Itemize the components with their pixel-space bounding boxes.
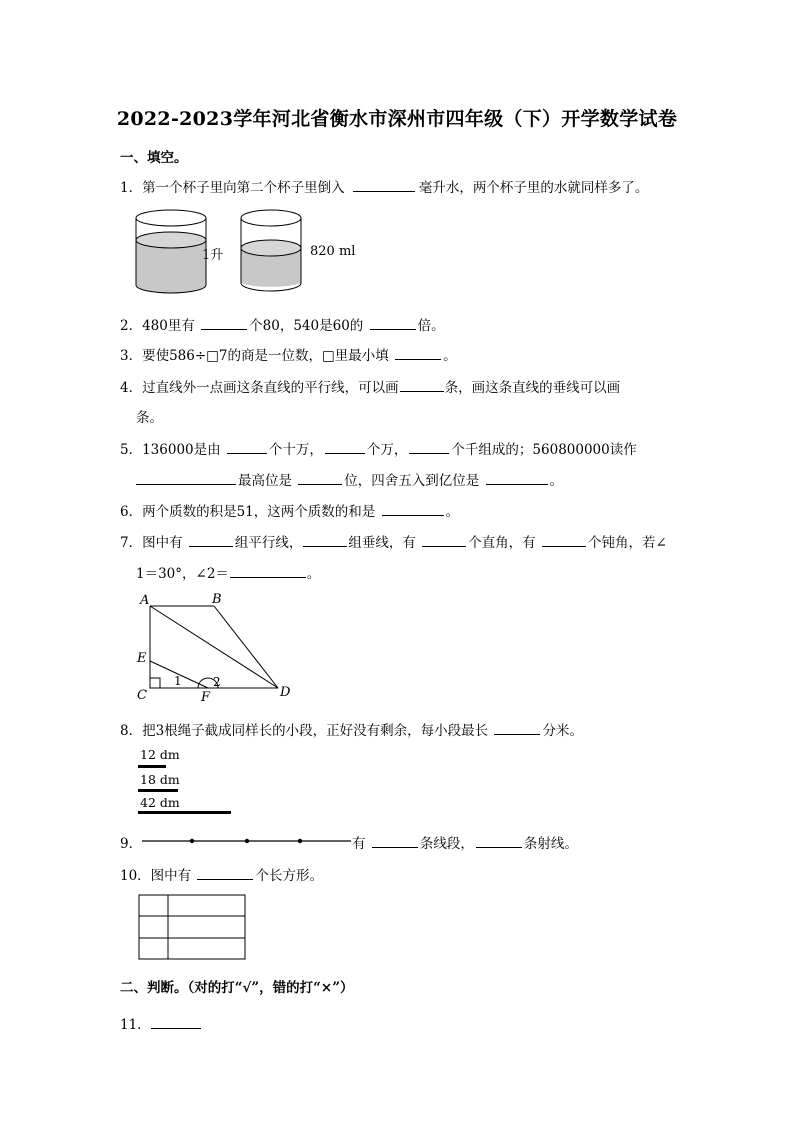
q9-text-d: 条射线。 (523, 836, 578, 852)
label-C: C (137, 688, 147, 703)
label-B: B (212, 592, 222, 607)
angle-2-label: 2 (213, 675, 221, 689)
q5-blank-4[interactable] (136, 470, 236, 485)
q2-text-b: 个80，540是60的 (249, 318, 364, 334)
rope-2-bar (138, 789, 178, 792)
cup2-label: 820 ml (310, 244, 356, 259)
q2-blank-2[interactable] (370, 315, 416, 330)
cup1-label: 1升 (202, 248, 224, 263)
q5-text-b: 个十万， (268, 442, 323, 458)
q6-blank[interactable] (382, 501, 444, 516)
q7-text-d: 个直角，有 (468, 535, 536, 551)
q11-blank[interactable] (151, 1014, 201, 1029)
q7-text-f: 1＝30°，∠2＝ (136, 566, 229, 582)
line-segment-figure (140, 834, 355, 848)
q3-text-a: 3．要使586÷□7的商是一位数，□里最小填 (120, 348, 389, 364)
q8-blank[interactable] (494, 720, 540, 735)
rope-3-label: 42 dm (140, 795, 180, 810)
q3-blank[interactable] (395, 345, 441, 360)
q5-text-a: 5．136000是由 (120, 442, 221, 458)
section-2-heading: 二、判断。（对的打“√”，错的打“×”） (120, 980, 354, 996)
rope-1-label: 12 dm (140, 747, 180, 762)
q4-text-b: 条，画这条直线的垂线可以画 (444, 380, 621, 396)
q9-blank-1[interactable] (372, 833, 418, 848)
question-4-cont (136, 406, 163, 426)
q1-blank[interactable] (353, 177, 415, 192)
question-10 (120, 864, 323, 884)
label-E: E (137, 651, 147, 666)
q10-text-a: 10．图中有 (120, 868, 192, 884)
q1-text-post: 毫升水，两个杯子里的水就同样多了。 (418, 180, 649, 196)
q2-blank-1[interactable] (201, 315, 247, 330)
q4-blank-1[interactable] (400, 377, 444, 392)
q4-text-a: 4．过直线外一点画这条直线的平行线，可以画 (120, 380, 399, 396)
q4-text-c: 条。 (136, 410, 163, 426)
q10-text-b: 个长方形。 (255, 868, 323, 884)
q5-text-f: 位，四舍五入到亿位是 (344, 473, 480, 489)
exam-title: 2022-2023学年河北省衡水市深州市四年级（下）开学数学试卷 (116, 108, 678, 130)
cups-figure (130, 205, 370, 300)
q5-text-e: 最高位是 (238, 473, 292, 489)
q7-blank-4[interactable] (542, 532, 586, 547)
q7-text-e: 个钝角，若∠ (587, 535, 667, 551)
q2-text-c: 倍。 (417, 318, 445, 334)
q5-blank-5[interactable] (298, 470, 342, 485)
q7-blank-5[interactable] (230, 563, 306, 578)
label-F: F (201, 690, 211, 705)
q7-text-g: 。 (306, 566, 321, 582)
q6-text-b: 。 (445, 504, 460, 520)
q5-blank-2[interactable] (325, 439, 365, 454)
question-6 (120, 500, 459, 520)
question-7 (120, 531, 667, 551)
rope-1-bar (138, 765, 166, 768)
question-4 (120, 376, 620, 396)
q7-text-b: 组平行线， (234, 535, 303, 551)
q3-text-b: 。 (443, 348, 457, 364)
label-D: D (280, 685, 291, 700)
q10-blank[interactable] (197, 865, 253, 880)
question-11 (120, 1013, 201, 1033)
angle-1-label: 1 (174, 674, 182, 688)
q9-text-a: 9． (120, 836, 143, 852)
q7-blank-3[interactable] (422, 532, 466, 547)
q7-blank-2[interactable] (303, 532, 347, 547)
rope-3-bar (138, 811, 231, 814)
rectangles-figure (138, 894, 248, 962)
q7-text-a: 7．图中有 (120, 535, 183, 551)
label-A: A (140, 593, 150, 608)
q8-text-b: 分米。 (542, 723, 583, 739)
question-7-cont (136, 562, 320, 582)
q5-blank-1[interactable] (227, 439, 267, 454)
question-5 (120, 438, 637, 458)
q5-blank-3[interactable] (409, 439, 449, 454)
question-1 (120, 176, 648, 196)
q6-text-a: 6．两个质数的积是51，这两个质数的和是 (120, 504, 376, 520)
q7-text-c: 组垂线，有 (348, 535, 416, 551)
question-3 (120, 344, 457, 364)
trapezoid-figure (132, 590, 302, 705)
question-8 (120, 719, 583, 739)
rope-2-label: 18 dm (140, 772, 180, 787)
q9-text-b: 有 (352, 836, 366, 852)
q1-text-pre: 1．第一个杯子里向第二个杯子里倒入 (120, 180, 345, 196)
question-5-cont (136, 469, 563, 489)
q8-text-a: 8．把3根绳子截成同样长的小段，正好没有剩余，每小段最长 (120, 723, 489, 739)
q5-text-d: 个千组成的；560800000读作 (451, 442, 637, 458)
q7-blank-1[interactable] (189, 532, 233, 547)
q9-text-c: 条线段， (419, 836, 474, 852)
q9-blank-2[interactable] (476, 833, 522, 848)
q5-text-g: 。 (549, 473, 564, 489)
section-1-heading: 一、填空。 (120, 150, 188, 166)
question-2 (120, 314, 445, 334)
q5-text-c: 个万， (366, 442, 408, 458)
q5-blank-6[interactable] (486, 470, 548, 485)
q2-text-a: 2．480里有 (120, 318, 195, 334)
q11-text-a: 11． (120, 1017, 151, 1033)
